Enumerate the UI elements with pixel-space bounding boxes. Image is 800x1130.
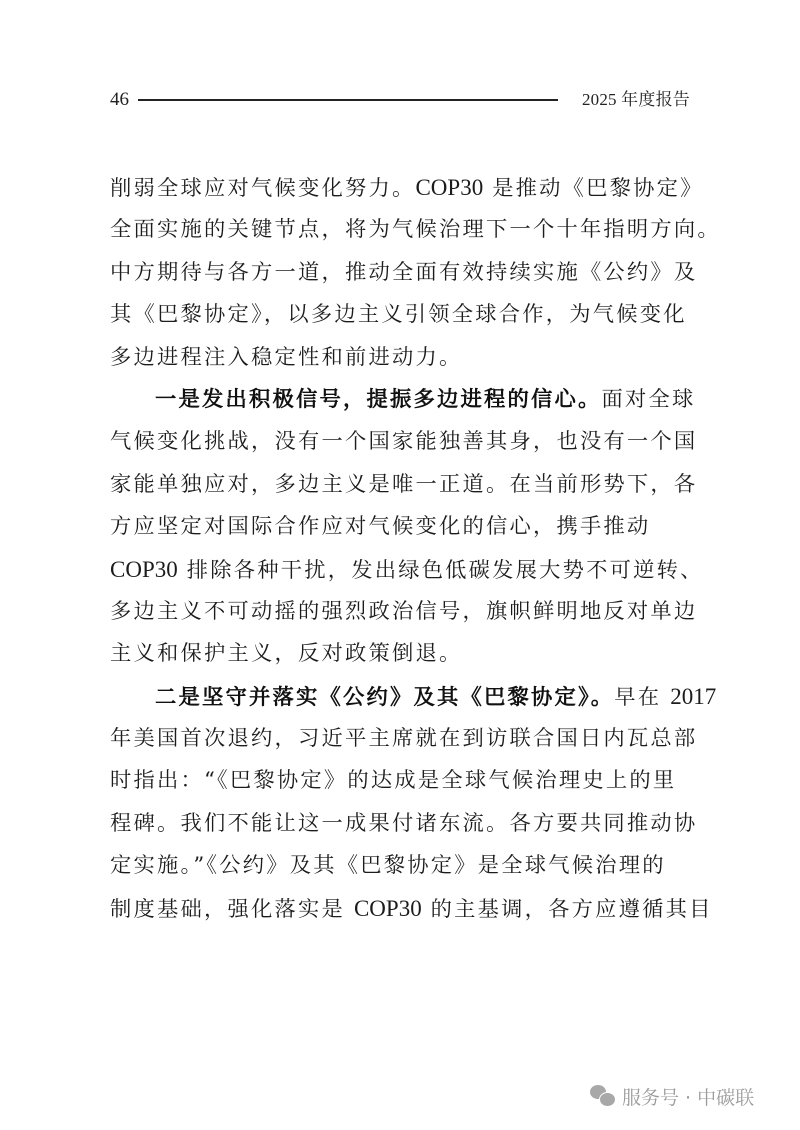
- text-run-latin: COP30: [110, 556, 178, 582]
- watermark-text: 服务号 · 中碳联: [622, 1086, 755, 1109]
- text-run: 早在: [614, 684, 671, 710]
- running-header-title: 2025 年度报告: [581, 90, 690, 109]
- paragraph-first-line: [110, 379, 696, 421]
- paragraph-heading: 一是发出积极信号，提振多边进程的信心。: [155, 386, 602, 412]
- text-line: [110, 888, 713, 930]
- paragraph-heading: 二是坚守并落实《公约》及其《巴黎协定》。: [155, 684, 615, 710]
- text-line: 家能单独应对，多边主义是唯一正道。在当前形势下，各: [110, 471, 698, 497]
- text-line: 年美国首次退约，习近平主席就在到访联合国日内瓦总部: [110, 726, 698, 752]
- text-line: 中方期待与各方一道，推动全面有效持续实施《公约》及: [110, 259, 698, 285]
- text-run-latin: 2017: [670, 683, 717, 709]
- text-line: [110, 549, 704, 591]
- text-run: 的主基调，各方应遵循其目: [421, 896, 713, 922]
- text-run-latin: COP30: [415, 175, 484, 200]
- text-line: 主义和保护主义，反对政策倒退。: [110, 641, 463, 667]
- text-line: [110, 167, 704, 209]
- text-line: 时指出：“《巴黎协定》的达成是全球气候治理史上的里: [110, 768, 677, 794]
- text-run: 是推动《巴黎协定》: [483, 176, 704, 201]
- header-rule: [138, 99, 558, 101]
- text-run: 制度基础，强化落实是: [110, 896, 354, 922]
- text-run: 排除各种干扰，发出绿色低碳发展大势不可逆转、: [177, 557, 704, 583]
- page-header: [110, 88, 690, 112]
- text-line: 定实施。”《公约》及其《巴黎协定》是全球气候治理的: [110, 853, 666, 879]
- text-line: 多边主义不可动摇的强烈政治信号，旗帜鲜明地反对单边: [110, 598, 698, 624]
- text-line: 方应坚定对国际合作应对气候变化的信心，携手推动: [110, 514, 651, 540]
- body-text: [110, 167, 721, 930]
- page-number: 46: [110, 89, 129, 110]
- wechat-icon: [590, 1085, 616, 1107]
- watermark: [590, 1080, 754, 1112]
- text-line: 程碑。我们不能让这一成果付诸东流。各方要共同推动协: [110, 810, 698, 836]
- text-line: 其《巴黎协定》，以多边主义引领全球合作，为气候变化: [110, 302, 687, 328]
- text-line: 全面实施的关键节点，将为气候治理下一个十年指明方向。: [110, 217, 721, 243]
- text-line: 多边进程注入稳定性和前进动力。: [110, 344, 463, 370]
- text-line: 气候变化挑战，没有一个国家能独善其身，也没有一个国: [110, 429, 698, 455]
- paragraph-first-line: [110, 676, 717, 718]
- text-run: 面对全球: [601, 386, 696, 412]
- text-run-latin: COP30: [353, 895, 422, 921]
- text-run: 削弱全球应对气候变化努力。: [110, 176, 416, 201]
